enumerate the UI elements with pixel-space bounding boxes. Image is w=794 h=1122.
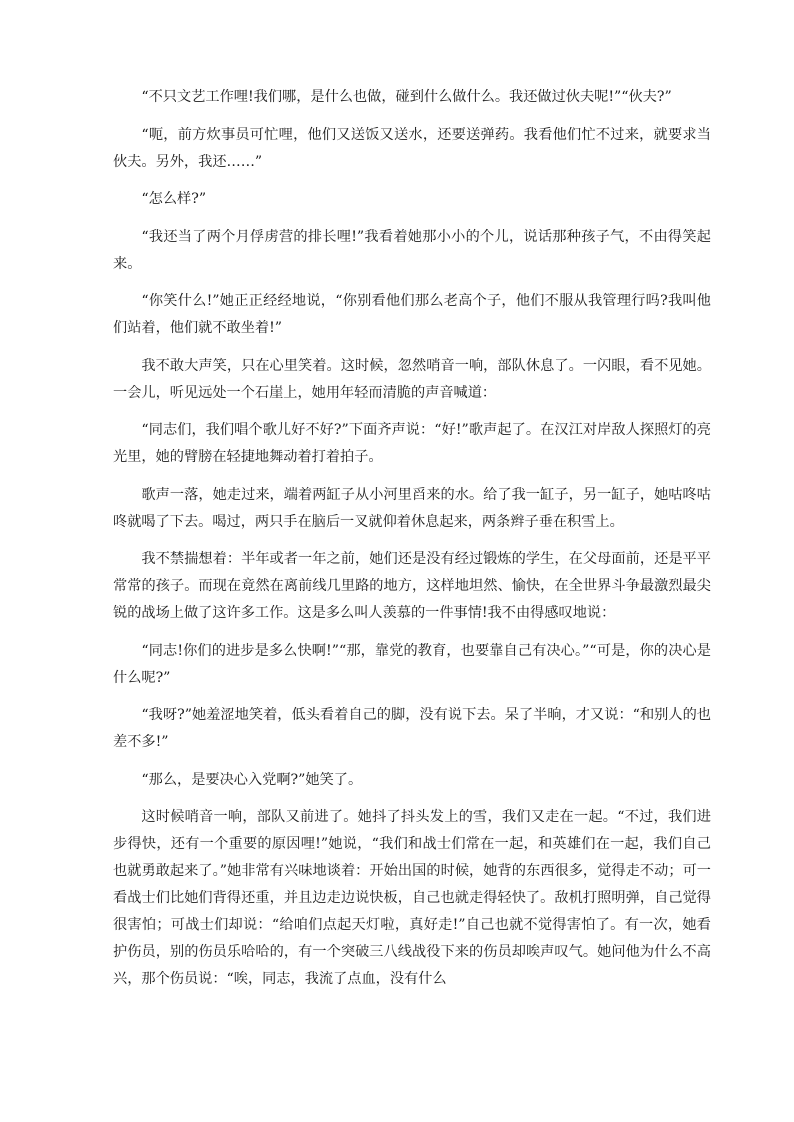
paragraph-13: 这时候哨音一响，部队又前进了。她抖了抖头发上的雪，我们又走在一起。“不过，我们进步得快，还有一个重要的原因哩!”她说，“我们和战士们常在一起，和英雄们在一起，我们自己也就勇敢起来了。”她非常有兴味地谈着：开始出国的时候，她背的东西很多，觉得走不动；可一看战士们比她们背得还重，并且边走边说快板，自己也就走得轻快了。敌机打照明弹，自己觉得很害怕；可战士们却说：“给咱们点起天灯啦，真好走!”自己也就不觉得害怕了。有一次，她看护伤员，别的伤员乐哈哈的，有一个突破三八线战役下来的伤员却唉声叹气。她问他为什么不高兴，那个伤员说：“唉，同志，我流了点血，没有什么 bbox=[113, 809, 711, 987]
paragraph-2: “呃，前方炊事员可忙哩，他们又送饭又送水，还要送弹药。我看他们忙不过来，就要求当伙夫。另外，我还……” bbox=[113, 126, 711, 170]
paragraph-12: “那么，是要决心入党啊?”她笑了。 bbox=[141, 771, 363, 788]
document-body bbox=[113, 84, 711, 1004]
paragraph-4: “我还当了两个月俘虏营的排长哩!”我看着她那小小的个儿，说话那种孩子气，不由得笑起来。 bbox=[113, 228, 711, 272]
paragraph-10: “同志!你们的进步是多么快啊!”“那，靠党的教育，也要靠自己有决心。”“可是，你的决心是什么呢?” bbox=[113, 642, 711, 686]
paragraph-6: 我不敢大声笑，只在心里笑着。这时候，忽然哨音一响，部队休息了。一闪眼，看不见她。一会儿，听见远处一个石崖上，她用年轻而清脆的声音喊道： bbox=[113, 357, 711, 401]
paragraph-1: “不只文艺工作哩!我们哪，是什么也做，碰到什么做什么。我还做过伙夫呢!”“伙夫?” bbox=[141, 89, 672, 105]
paragraph-7: “同志们，我们唱个歌儿好不好?”下面齐声说：“好!”歌声起了。在汉江对岸敌人探照灯的亮光里，她的臂膀在轻捷地舞动着打着拍子。 bbox=[113, 422, 711, 465]
paragraph-11: “我呀?”她羞涩地笑着，低头看着自己的脚，没有说下去。呆了半晌，才又说：“和别人的也差不多!” bbox=[113, 707, 711, 750]
paragraph-9: 我不禁揣想着：半年或者一年之前，她们还是没有经过锻炼的学生，在父母面前，还是平平常常的孩子。而现在竟然在离前线几里路的地方，这样地坦然、愉快，在全世界斗争最激烈最尖锐的战场上做了这许多工作。这是多么叫人羡慕的一件事情!我不由得感叹地说： bbox=[113, 551, 711, 621]
paragraph-3: “怎么样?” bbox=[141, 191, 207, 207]
paragraph-5: “你笑什么!”她正正经经地说，“你别看他们那么老高个子，他们不服从我管理行吗?我叫他们站着，他们就不敢坐着!” bbox=[113, 293, 711, 336]
paragraph-8: 歌声一落，她走过来，端着两缸子从小河里舀来的水。给了我一缸子，另一缸子，她咕咚咕咚就喝了下去。喝过，两只手在脑后一叉就仰着休息起来，两条辫子垂在积雪上。 bbox=[113, 486, 711, 530]
